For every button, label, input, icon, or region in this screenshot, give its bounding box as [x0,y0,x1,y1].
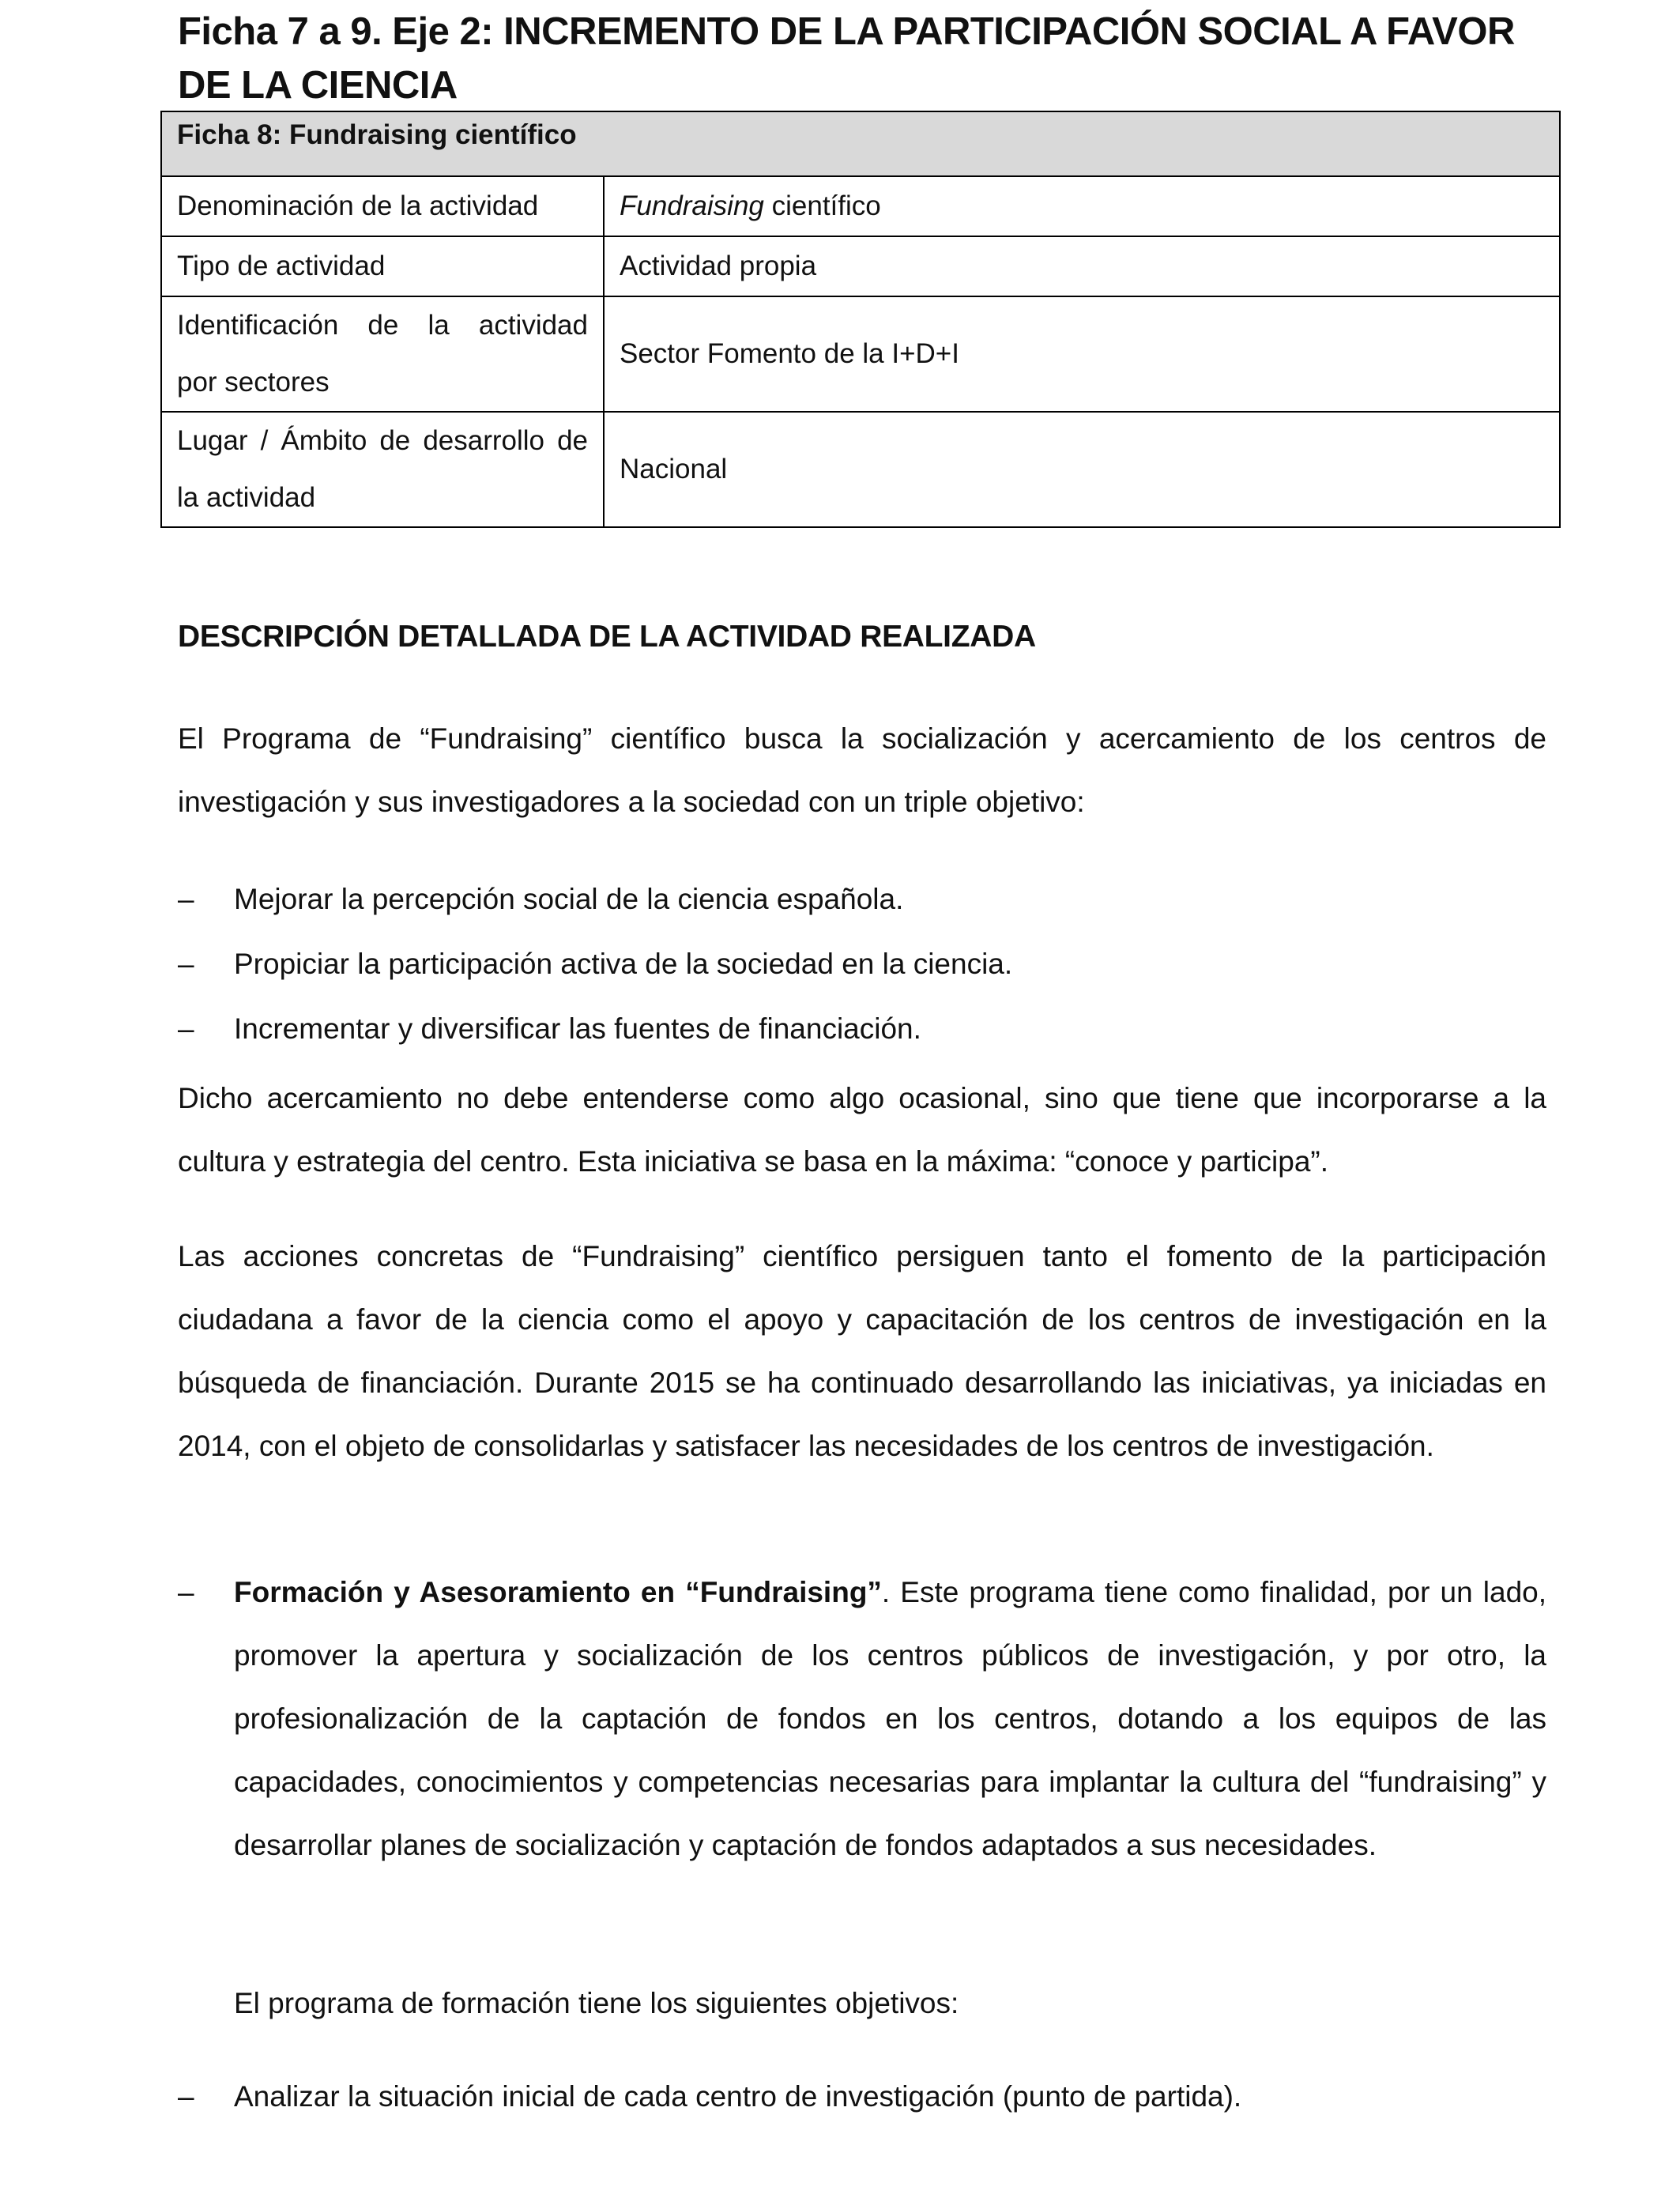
row-value: Sector Fomento de la I+D+I [604,296,1560,412]
row-label-line: Identificación de la actividad [177,310,588,341]
list-item: – Analizar la situación inicial de cada centro de investigación (punto de partida). [178,2064,1546,2129]
table-row [161,176,1560,236]
section-heading: DESCRIPCIÓN DETALLADA DE LA ACTIVIDAD REALIZADA [178,620,1036,654]
row-label-line: por sectores [177,367,330,398]
dash-bullet: – [178,883,194,915]
row-value: Nacional [604,412,1560,527]
dash-bullet: – [178,1012,194,1045]
list-item: – Propiciar la participación activa de la sociedad en la ciencia. [178,932,1546,997]
row-value: Actividad propia [604,236,1560,296]
list-item [178,1561,1546,1877]
program-description: . Este programa tiene como finalidad, por un lado, promover la apertura y socialización de los centros públicos de investigación, y por otro, la profesionalización de la captación de fondos en los centros, dotando a los equipos de las capacidades, conocimientos y competencias necesarias para implantar la cultura del “fundraising” y desarrollar planes de socialización y captación de fondos adaptados a sus necesidades. [234,1576,1547,1861]
row-label: Tipo de actividad [161,236,604,296]
list-item: – Incrementar y diversificar las fuentes de financiación. [178,997,1546,1061]
objectives-list [178,867,1546,1061]
dash-bullet: – [178,2080,194,2113]
table-row [161,412,1560,527]
program-list [178,1561,1546,1877]
training-intro: El programa de formación tiene los siguientes objetivos: [234,1987,959,2019]
page-title: Ficha 7 a 9. Eje 2: INCREMENTO DE LA PARTICIPACIÓN SOCIAL A FAVOR DE LA CIENCIA [178,10,1515,107]
row-label-line: Lugar / Ámbito de desarrollo de [177,425,588,456]
table-header-row [161,111,1560,176]
table-header: Ficha 8: Fundraising científico [161,111,1560,176]
program-title: Formación y Asesoramiento en “Fundraising” [234,1576,882,1608]
activity-info-table [160,111,1561,528]
training-objectives-list [178,2064,1546,2129]
paragraph: Dicho acercamiento no debe entenderse como algo ocasional, sino que tiene que incorporarse a la cultura y estrategia del centro. Esta iniciativa se basa en la máxima: “conoce y participa”. [178,1082,1546,1178]
list-item: – Mejorar la percepción social de la ciencia española. [178,867,1546,932]
row-label-line: la actividad [177,482,316,513]
paragraph: Las acciones concretas de “Fundraising” científico persiguen tanto el fomento de la participación ciudadana a favor de la ciencia como el apoyo y capacitación de los centros de investigación en la búsqueda de financiación. Durante 2015 se ha continuado desarrollando las iniciativas, ya iniciadas en 2014, con el objeto de consolidarlas y satisfacer las necesidades de los centros de investigación. [178,1240,1546,1462]
row-value [604,176,1560,236]
intro-paragraph: El Programa de “Fundraising” científico busca la socialización y acercamiento de los centros de investigación y sus investigadores a la sociedad con un triple objetivo: [178,722,1546,818]
table-row [161,236,1560,296]
row-value-rest: científico [763,190,881,221]
row-label: Denominación de la actividad [161,176,604,236]
row-label [161,412,604,527]
dash-bullet: – [178,948,194,980]
row-value-italic: Fundraising [620,190,764,221]
table-row [161,296,1560,412]
dash-bullet: – [178,1576,194,1608]
row-label [161,296,604,412]
